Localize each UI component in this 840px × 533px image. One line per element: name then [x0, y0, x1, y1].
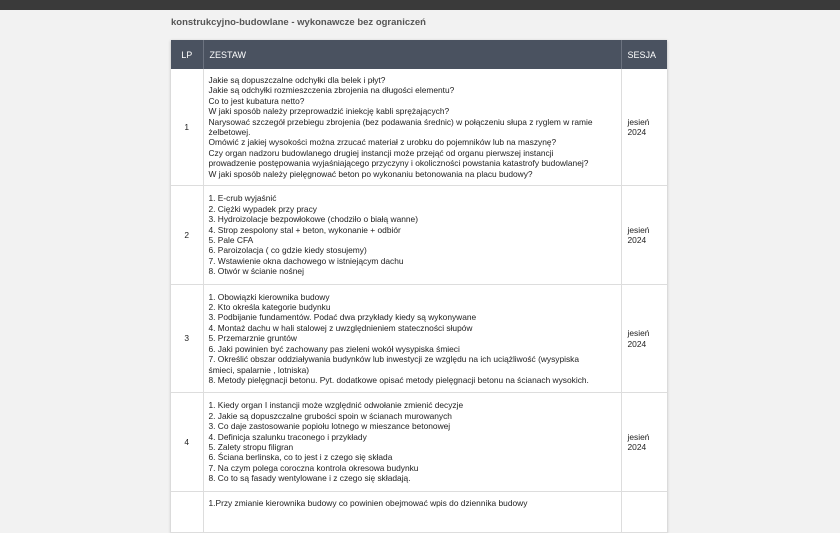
column-header-lp: LP — [171, 40, 203, 69]
session-season: jesień — [627, 224, 650, 235]
question-line: 7. Określić obszar oddziaływania budynków lub inwestycji ze względu na ich uciążliwość (wysypiska — [208, 354, 580, 365]
table-row — [171, 393, 667, 492]
question-line: prowadzenie postępowania wyjaśniającego przyczyny i okoliczności powstania katastrofy budowlanej? — [208, 158, 589, 169]
question-line: 3. Co daje zastosowanie popiołu lotnego w mieszance betonowej — [208, 421, 451, 432]
question-line: 6. Ściana berlinska, co to jest i z czego się składa — [208, 452, 393, 463]
question-line: śmieci, spalarnie , lotniska) — [208, 364, 310, 375]
question-line: 5. Przemarznie gruntów — [208, 333, 297, 344]
session-year: 2024 — [627, 127, 647, 137]
question-line: 7. Na czym polega coroczna kontrola okresowa budynku — [208, 462, 419, 473]
question-line: 8. Co to są fasady wentylowane i z czego się składają. — [208, 473, 411, 484]
question-line: Jakie są dopuszczalne odchyłki dla belek i płyt? — [208, 74, 386, 85]
table-row — [171, 69, 667, 186]
question-set — [203, 393, 621, 492]
question-line: 6. Jaki powinien być zachowany pas zieleni wokół wysypiska śmieci — [208, 343, 460, 354]
question-set — [203, 186, 621, 285]
question-line: W jaki sposób należy przeprowadzić iniekcję kabli sprężających? — [208, 106, 450, 117]
column-header-sesja: SESJA — [621, 40, 667, 69]
table-header-row — [171, 40, 667, 69]
table-row — [171, 492, 667, 533]
question-line: 3. Hydroizolacje bezpowłokowe (chodziło o białą wanne) — [208, 214, 418, 225]
question-line: 4. Definicja szalunku traconego i przykłady — [208, 431, 367, 442]
top-bar — [0, 0, 840, 10]
question-line: Narysować szczegół przebiegu zbrojenia (bez podawania średnic) w połączeniu słupa z ryglem w ramie — [208, 116, 593, 127]
question-set — [203, 492, 621, 533]
question-line: Jakie są odchyłki rozmieszczenia zbrojenia na długości elementu? — [208, 85, 455, 96]
column-header-zestaw: ZESTAW — [203, 40, 621, 69]
row-number — [171, 492, 203, 533]
table-row — [171, 186, 667, 285]
question-set — [203, 285, 621, 393]
question-line: 5. Zalety stropu filigran — [208, 442, 294, 452]
page-subtitle: konstrukcyjno-budowlane - wykonawcze bez ograniczeń — [171, 17, 426, 28]
session-cell — [621, 69, 667, 186]
row-number: 2 — [171, 186, 203, 285]
question-line: 8. Metody pielęgnacji betonu. Pyt. dodatkowe opisać metody pielęgnacji betonu na ścianach wysokich. — [208, 374, 589, 385]
question-line: 2. Kto określa kategorie budynku — [208, 302, 331, 313]
session-season: jesień — [627, 431, 650, 442]
session-cell — [621, 285, 667, 393]
exam-sets-table — [171, 40, 667, 533]
question-line: 1. Obowiązki kierownika budowy — [208, 291, 330, 302]
table-row — [171, 285, 667, 393]
question-line: 1. E-crub wyjaśnić — [208, 193, 277, 204]
question-line: 3. Podbijanie fundamentów. Podać dwa przykłady kiedy są wykonywane — [208, 312, 477, 323]
session-year: 2024 — [627, 442, 647, 452]
question-line: 1.Przy zmianie kierownika budowy co powinien obejmować wpis do dziennika budowy — [208, 498, 528, 508]
row-number: 1 — [171, 69, 203, 186]
question-line: 2. Ciężki wypadek przy pracy — [208, 203, 317, 214]
question-line: 5. Pale CFA — [208, 235, 254, 245]
session-cell — [621, 492, 667, 533]
row-number: 4 — [171, 393, 203, 492]
question-line: Co to jest kubatura netto? — [208, 95, 305, 106]
session-season: jesień — [627, 328, 650, 339]
question-line: żelbetowej. — [208, 127, 251, 137]
question-line: Omówić z jakiej wysokości można zrzucać materiał z urobku do pojemników lub na maszynę? — [208, 137, 557, 148]
row-number: 3 — [171, 285, 203, 393]
question-line: Czy organ nadzoru budowlanego drugiej instancji może przejąć od organu pierwszej instancji — [208, 147, 554, 158]
exam-sets-table-container — [171, 40, 667, 533]
session-year: 2024 — [627, 235, 647, 245]
question-line: 6. Paroizolacja ( co gdzie kiedy stosujemy) — [208, 245, 367, 256]
question-line: 7. Wstawienie okna dachowego w istniejącym dachu — [208, 255, 404, 266]
question-set — [203, 69, 621, 186]
question-line: 4. Montaż dachu w hali stalowej z uwzględnieniem stateczności słupów — [208, 322, 473, 333]
session-season: jesień — [627, 116, 650, 127]
question-line: 8. Otwór w ścianie nośnej — [208, 266, 304, 277]
question-line: 4. Strop zespolony stal + beton, wykonanie + odbiór — [208, 224, 401, 235]
question-line: W jaki sposób należy pielęgnować beton po wykonaniu betonowania na placu budowy? — [208, 168, 533, 179]
session-cell — [621, 186, 667, 285]
question-line: 1. Kiedy organ I instancji może względnić odwołanie zmienić decyzje — [208, 400, 464, 411]
session-cell — [621, 393, 667, 492]
session-year: 2024 — [627, 338, 647, 349]
question-line: 2. Jakie są dopuszczalne grubości spoin w ścianach murowanych — [208, 410, 452, 421]
